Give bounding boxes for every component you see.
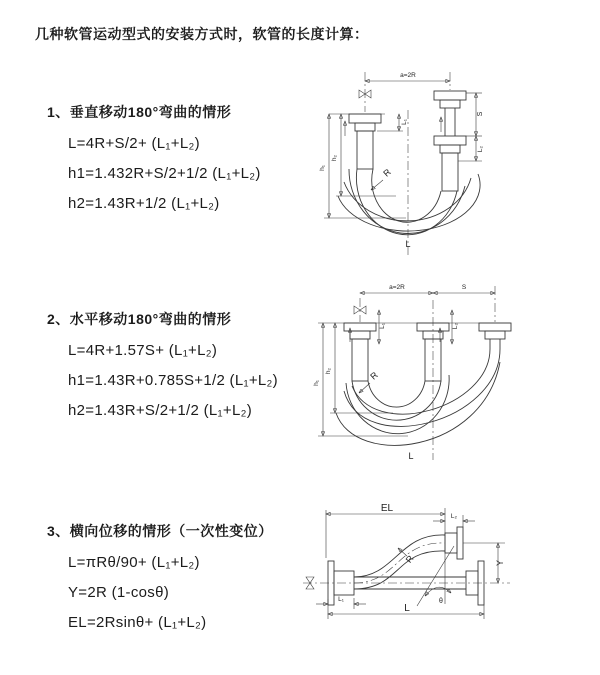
hose-curves <box>336 349 500 445</box>
section-2-formula-h2: h2=1.43R+S/2+1/2 (L₁+L₂) <box>68 402 253 419</box>
section-2-formula-h1: h1=1.43R+0.785S+1/2 (L₁+L₂) <box>68 372 278 389</box>
centerlines <box>360 286 495 460</box>
dim-a-2r <box>365 72 450 81</box>
valve-icon <box>354 306 366 314</box>
section-2-formula-L: L=4R+1.57S+ (L₁+L₂) <box>68 342 218 359</box>
dim-s-label: S <box>477 111 484 117</box>
page-title: 几种软管运动型式的安装方式时，软管的长度计算： <box>35 26 369 42</box>
section-lateral-displacement <box>47 521 273 638</box>
radius-label: R <box>381 166 393 179</box>
dim-a-2r-s <box>360 284 495 293</box>
diagram-horizontal-180 <box>303 276 598 464</box>
section-1-formula-h2: h2=1.43R+1/2 (L₁+L₂) <box>68 195 220 212</box>
section-3-formula-Y: Y=2R (1-cosθ) <box>68 584 170 601</box>
hose-curves <box>338 166 480 235</box>
section-1-formula-L: L=4R+S/2+ (L₁+L₂) <box>68 135 200 152</box>
diagram-1-drawing <box>308 64 598 262</box>
right-pipe-assembly <box>479 323 511 349</box>
radius-label: R <box>368 369 380 382</box>
radius-label: R <box>403 553 416 565</box>
section-2-heading: 2、水平移动180°弯曲的情形 <box>47 311 232 327</box>
dim-l <box>328 599 484 619</box>
radius-callout <box>371 167 393 190</box>
dim-y-label: Y <box>495 559 505 567</box>
dim-l1 <box>377 114 408 131</box>
diagram-lateral-displacement <box>295 500 600 650</box>
dim-h1-label: h₁ <box>319 165 326 171</box>
dim-theta-label: θ <box>439 598 443 605</box>
dim-h1-label: h₁ <box>313 380 320 386</box>
dim-h2-label: h₂ <box>325 367 332 375</box>
length-label: L <box>408 451 414 461</box>
section-horizontal-180 <box>47 309 278 426</box>
dim-l1 <box>379 310 386 344</box>
section-3-formula-EL: EL=2Rsinθ+ (L₁+L₂) <box>68 614 207 631</box>
section-1-formula-h1: h1=1.432R+S/2+1/2 (L₁+L₂) <box>68 165 261 182</box>
dim-h1-h2 <box>313 323 408 436</box>
dim-s-label: S <box>461 284 467 291</box>
dim-s <box>458 93 484 161</box>
dim-l1-label: L₁ <box>338 596 344 603</box>
angle-theta <box>417 546 454 606</box>
section-1-heading: 1、垂直移动180°弯曲的情形 <box>47 104 232 120</box>
section-3-formula-L: L=πRθ/90+ (L₁+L₂) <box>68 554 200 571</box>
dim-h2-label: h₂ <box>331 154 338 162</box>
dim-el-label: EL <box>380 503 394 514</box>
dim-l1-label: L₁ <box>401 119 408 125</box>
s-curve-hose <box>354 535 445 589</box>
section-3-heading: 3、横向位移的情形（一次性变位） <box>47 523 273 539</box>
dim-a-2r-label: a=2R <box>389 284 405 291</box>
dim-a-2r-label: a=2R <box>400 72 416 79</box>
dim-l1-label: L₁ <box>379 323 386 329</box>
dim-l2-label: L₂ <box>450 513 458 520</box>
dim-l2 <box>452 310 459 344</box>
dim-h1-h2 <box>319 114 406 218</box>
right-pipe-assembly <box>434 91 466 191</box>
length-label: L <box>405 239 411 249</box>
diagram-3-drawing <box>295 500 600 650</box>
dim-l2-label: L₂ <box>477 145 484 153</box>
dim-l2-label: L₂ <box>452 322 459 330</box>
dim-l2 <box>433 513 475 527</box>
displaced-flange <box>445 527 463 559</box>
section-vertical-180 <box>47 102 261 219</box>
diagram-2-drawing <box>303 276 598 464</box>
dim-l1 <box>316 596 366 609</box>
dim-l-label: L <box>404 603 410 614</box>
diagram-vertical-180 <box>308 64 598 262</box>
